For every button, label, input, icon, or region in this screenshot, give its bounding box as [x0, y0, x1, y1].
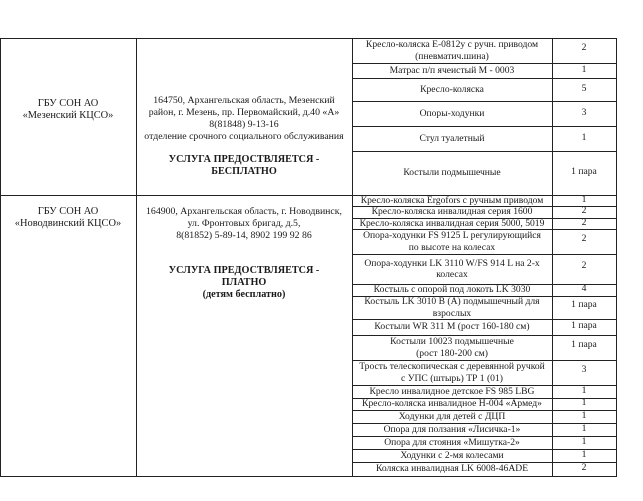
organization-name: ГБУ СОН АО: [37, 206, 99, 217]
item-name: Трость телескопическая с деревянной ручкой: [359, 361, 545, 372]
item-name: Кресло-коляска инвалидная серия 1600: [371, 206, 533, 218]
item-name: Костыли 10023 подмышечные: [390, 336, 514, 347]
item-name: Кресло-коляска: [420, 83, 484, 95]
table-rule-vertical: [0, 38, 1, 477]
service-note: БЕСПЛАТНО: [211, 166, 277, 177]
item-quantity: 2: [581, 205, 587, 217]
item-name: колесах: [436, 269, 468, 280]
table-rule-horizontal: [352, 151, 617, 152]
item-quantity: 5: [581, 82, 587, 94]
table-rule-horizontal: [352, 254, 617, 255]
organization-address: 8(81848) 9-13-16: [209, 119, 279, 130]
item-name: Кресло-коляска Ergofors с ручным приводом: [360, 195, 544, 206]
item-name: Костыль LK 3010 B (A) подмышечный для: [364, 296, 540, 307]
item-name: Костыль с опорой под локоть LK 3030: [373, 284, 531, 296]
item-quantity: 2: [581, 260, 587, 272]
item-name: Опора для стояния «Мишутка-2»: [384, 436, 520, 448]
item-quantity: 1: [581, 193, 587, 205]
organization-address: 8(81852) 5-89-14, 8902 199 92 86: [176, 230, 312, 241]
item-quantity: 1: [581, 384, 587, 396]
table-rule-vertical: [552, 38, 553, 477]
item-quantity: 2: [581, 462, 587, 474]
organization-address: район, г. Мезень, пр. Первомайский, д.40 «А»: [148, 107, 340, 118]
item-name: Опора для ползания «Лисичка-1»: [383, 423, 521, 435]
item-quantity: 1: [581, 131, 587, 143]
item-quantity: 1 пара: [571, 166, 597, 178]
item-quantity: 2: [581, 232, 587, 244]
item-name: Ходунки для детей с ДЦП: [398, 410, 506, 422]
item-name: с УПС (штырь) ТР 1 (01): [401, 372, 503, 384]
item-name: Коляска инвалидная LK 6008-46ADE: [375, 463, 529, 475]
item-quantity: 2: [581, 216, 587, 228]
item-name: Ходунки с 2-мя колесами: [400, 449, 504, 461]
item-quantity: 1: [581, 422, 587, 434]
item-quantity: 1 пара: [571, 298, 597, 310]
item-quantity: 2: [581, 41, 587, 53]
organization-address: 164900, Архангельская область, г. Новодвинск,: [146, 206, 342, 217]
table-rule-horizontal: [352, 101, 617, 102]
organization-name: ГБУ СОН АО: [37, 98, 99, 109]
item-name: (рост 180-200 см): [416, 347, 488, 359]
organization-address: отделение срочного социального обслуживания: [144, 131, 344, 142]
item-quantity: 1: [581, 397, 587, 409]
service-note: УСЛУГА ПРЕДОСТВЛЯЕТСЯ -: [168, 154, 320, 165]
table-rule-vertical: [352, 38, 353, 477]
item-name: Опора-ходунки LK 3110 W/FS 914 L на 2-х: [364, 257, 540, 269]
item-quantity: 1 пара: [571, 320, 597, 332]
item-quantity: 1: [581, 63, 587, 75]
item-name: Стул туалетный: [419, 132, 485, 144]
item-name: (пневматич.шина): [415, 50, 489, 62]
item-name: Кресло-коляска инвалидная серия 5000, 5019: [359, 218, 545, 229]
organization-address: ул. Фронтовых бригад, д.5,: [187, 218, 301, 229]
organization-name: «Новодвинский КЦСО»: [14, 218, 122, 229]
service-note: ПЛАТНО: [221, 277, 267, 288]
item-name: Костыли WR 311 M (рост 160-180 см): [374, 321, 530, 333]
item-quantity: 1: [581, 409, 587, 421]
item-quantity: 1: [581, 435, 587, 447]
table-rule-vertical: [136, 38, 137, 477]
item-name: Костыли подмышечные: [403, 167, 501, 179]
item-quantity: 3: [581, 106, 587, 118]
item-name: Кресло-коляска инвалидное Н-004 «Армед»: [362, 398, 542, 410]
organization-name: «Мезенский КЦСО»: [22, 110, 114, 121]
organization-address: 164750, Архангельская область, Мезенский: [153, 95, 335, 106]
item-quantity: 4: [581, 283, 587, 295]
item-quantity: 3: [581, 363, 587, 375]
item-name: взрослых: [432, 307, 472, 319]
item-quantity: 1: [581, 448, 587, 460]
item-name: Опора-ходунки FS 9125 L регулирующийся: [363, 230, 541, 241]
table-rule-horizontal: [352, 126, 617, 127]
item-name: Матрас п/п ячеистый М - 0003: [389, 64, 515, 76]
item-name: по высоте на колесах: [408, 241, 496, 253]
service-note: (детям бесплатно): [202, 289, 286, 300]
service-note: УСЛУГА ПРЕДОСТВЛЯЕТСЯ -: [168, 265, 320, 276]
item-name: Кресло инвалидное детское FS 985 LBG: [369, 385, 535, 397]
table-rule-horizontal: [352, 78, 617, 79]
item-name: Опоры-ходунки: [419, 107, 485, 119]
table-rule-vertical: [616, 38, 617, 477]
item-quantity: 1 пара: [571, 338, 597, 350]
table-rule-horizontal: [0, 476, 617, 477]
item-name: Кресло-коляска Е-0812у с ручн. приводом: [365, 39, 539, 50]
